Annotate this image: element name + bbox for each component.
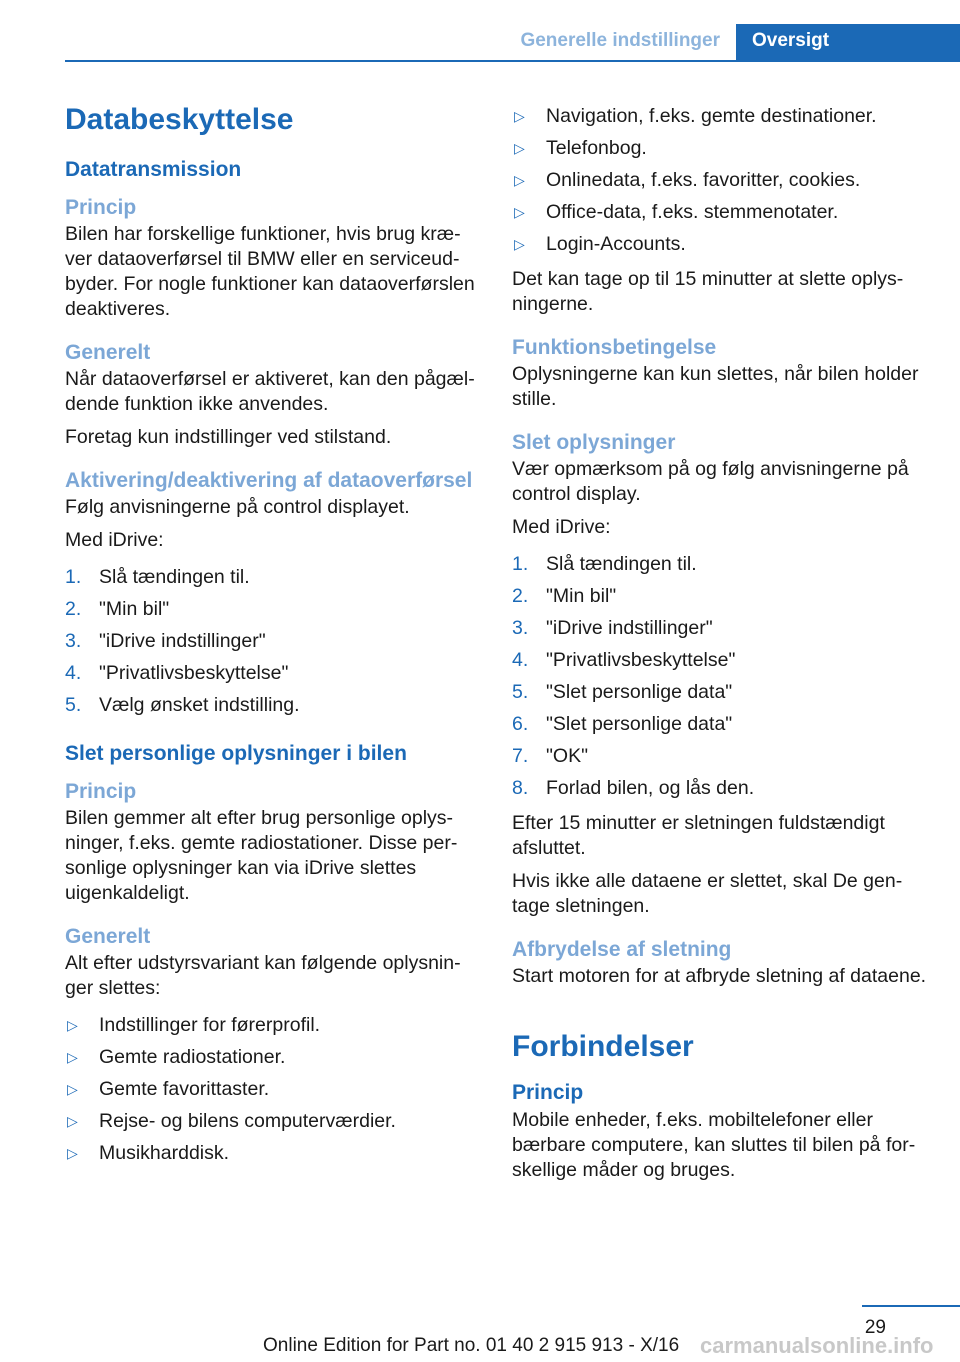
subheading-general: Generelt [65, 341, 151, 364]
paragraph: Bilen gemmer alt efter brug personlige oplysninger, f.eks. gemte radiostationer. Disse personlige oplysninger kan via iDrive slettes uigenkaldeligt. [65, 807, 458, 904]
triangle-bullet-icon: ▷ [67, 1049, 78, 1065]
triangle-bullet-icon: ▷ [67, 1017, 78, 1033]
list-item: 1. Slå tændingen til. [65, 566, 250, 588]
list-item: ▷ Office-data, f.eks. stemmenotater. [514, 201, 839, 223]
header-tab: Oversigt [736, 24, 960, 62]
list-item: 2. "Min bil" [65, 598, 170, 620]
paragraph: Alt efter udstyrsvariant kan følgende oplysninger slettes: [65, 952, 461, 999]
triangle-bullet-icon: ▷ [514, 236, 525, 252]
list-item: ▷ Onlinedata, f.eks. favoritter, cookies. [514, 169, 861, 191]
subheading-delete: Slet oplysninger [512, 431, 676, 454]
list-item: ▷ Telefonbog. [514, 137, 647, 159]
watermark: carmanualsonline.info [700, 1333, 934, 1358]
list-item: ▷ Gemte radiostationer. [67, 1046, 286, 1068]
page-header [65, 0, 960, 62]
list-item: 3. "iDrive indstillinger" [65, 630, 266, 652]
list-item: 7. "OK" [512, 745, 589, 767]
paragraph: Følg anvisningerne på control displayet. [65, 496, 410, 518]
list-item: ▷ Login-Accounts. [514, 233, 686, 255]
subheading-activation: Aktivering/deaktivering af dataoverførsel [65, 469, 473, 492]
subheading-general: Generelt [65, 925, 151, 948]
list-item: 8. Forlad bilen, og lås den. [512, 777, 755, 799]
delete-steps-list [512, 552, 932, 801]
list-item: ▷ Gemte favorittaster. [67, 1078, 270, 1100]
paragraph: Bilen har forskellige funktioner, hvis brug kræver dataoverførsel til BMW eller en serviceudbyder. For nogle funktioner kan dataoverførslen deaktiveres. [65, 223, 475, 320]
paragraph: Mobile enheder, f.eks. mobiltelefoner eller bærbare computere, kan sluttes til bilen på forskellige måder og bruges. [512, 1109, 916, 1181]
list-item: 2. "Min bil" [512, 585, 617, 607]
section-title-connections: Forbindelser [512, 1030, 694, 1063]
triangle-bullet-icon: ▷ [514, 172, 525, 188]
list-item: 4. "Privatlivsbeskyttelse" [65, 662, 289, 684]
subheading-principle: Princip [65, 196, 137, 219]
paragraph: Når dataoverførsel er aktiveret, kan den pågældende funktion ikke anvendes. [65, 368, 475, 415]
list-item: 3. "iDrive indstillinger" [512, 617, 713, 639]
list-item: 5. Vælg ønsket indstilling. [65, 694, 300, 716]
deletable-items-list-continued [512, 104, 932, 257]
list-item: ▷ Navigation, f.eks. gemte destinationer. [514, 105, 877, 127]
list-item: ▷ Rejse- og bilens computerværdier. [67, 1110, 396, 1132]
list-item: ▷ Indstillinger for førerprofil. [67, 1014, 321, 1036]
footer-rule [862, 1305, 960, 1307]
section-heading-datatransmission: Datatransmission [65, 158, 242, 181]
list-item: 5. "Slet personlige data" [512, 681, 733, 703]
header-rule [65, 60, 960, 62]
triangle-bullet-icon: ▷ [514, 108, 525, 124]
paragraph: Det kan tage op til 15 minutter at slette oplysningerne. [512, 268, 904, 315]
paragraph: Med iDrive: [65, 529, 164, 551]
paragraph: Oplysningerne kan kun slettes, når bilen holder stille. [512, 363, 919, 410]
list-item: 4. "Privatlivsbeskyttelse" [512, 649, 736, 671]
footer-edition: Online Edition for Part no. 01 40 2 915 913 - X/16 [263, 1335, 680, 1356]
paragraph: Efter 15 minutter er sletningen fuldstændigt afsluttet. [512, 812, 885, 859]
header-section-title: Generelle indstillinger [520, 30, 720, 51]
left-column [65, 100, 475, 1176]
triangle-bullet-icon: ▷ [67, 1145, 78, 1161]
triangle-bullet-icon: ▷ [67, 1113, 78, 1129]
list-item: 6. "Slet personlige data" [512, 713, 733, 735]
activation-steps-list [65, 565, 475, 718]
paragraph: Start motoren for at afbryde sletning af dataene. [512, 965, 927, 987]
subheading-abort: Afbrydelse af sletning [512, 938, 732, 961]
page-title: Databeskyttelse [65, 103, 294, 136]
deletable-items-list [65, 1013, 475, 1166]
list-item: 1. Slå tændingen til. [512, 553, 697, 575]
triangle-bullet-icon: ▷ [514, 140, 525, 156]
list-item: ▷ Musikharddisk. [67, 1142, 230, 1164]
subheading-condition: Funktionsbetingelse [512, 336, 717, 359]
subheading-principle: Princip [65, 780, 137, 803]
paragraph: Med iDrive: [512, 516, 611, 538]
triangle-bullet-icon: ▷ [67, 1081, 78, 1097]
paragraph: Foretag kun indstillinger ved stilstand. [65, 426, 392, 448]
section-heading-delete-personal: Slet personlige oplysninger i bilen [65, 742, 407, 765]
triangle-bullet-icon: ▷ [514, 204, 525, 220]
paragraph: Hvis ikke alle dataene er slettet, skal De gentage sletningen. [512, 870, 903, 917]
paragraph: Vær opmærksom på og følg anvisningerne på control display. [512, 458, 909, 505]
subheading-principle: Princip [512, 1081, 584, 1104]
right-column [512, 104, 932, 1191]
page-number: 29 [864, 1317, 886, 1338]
